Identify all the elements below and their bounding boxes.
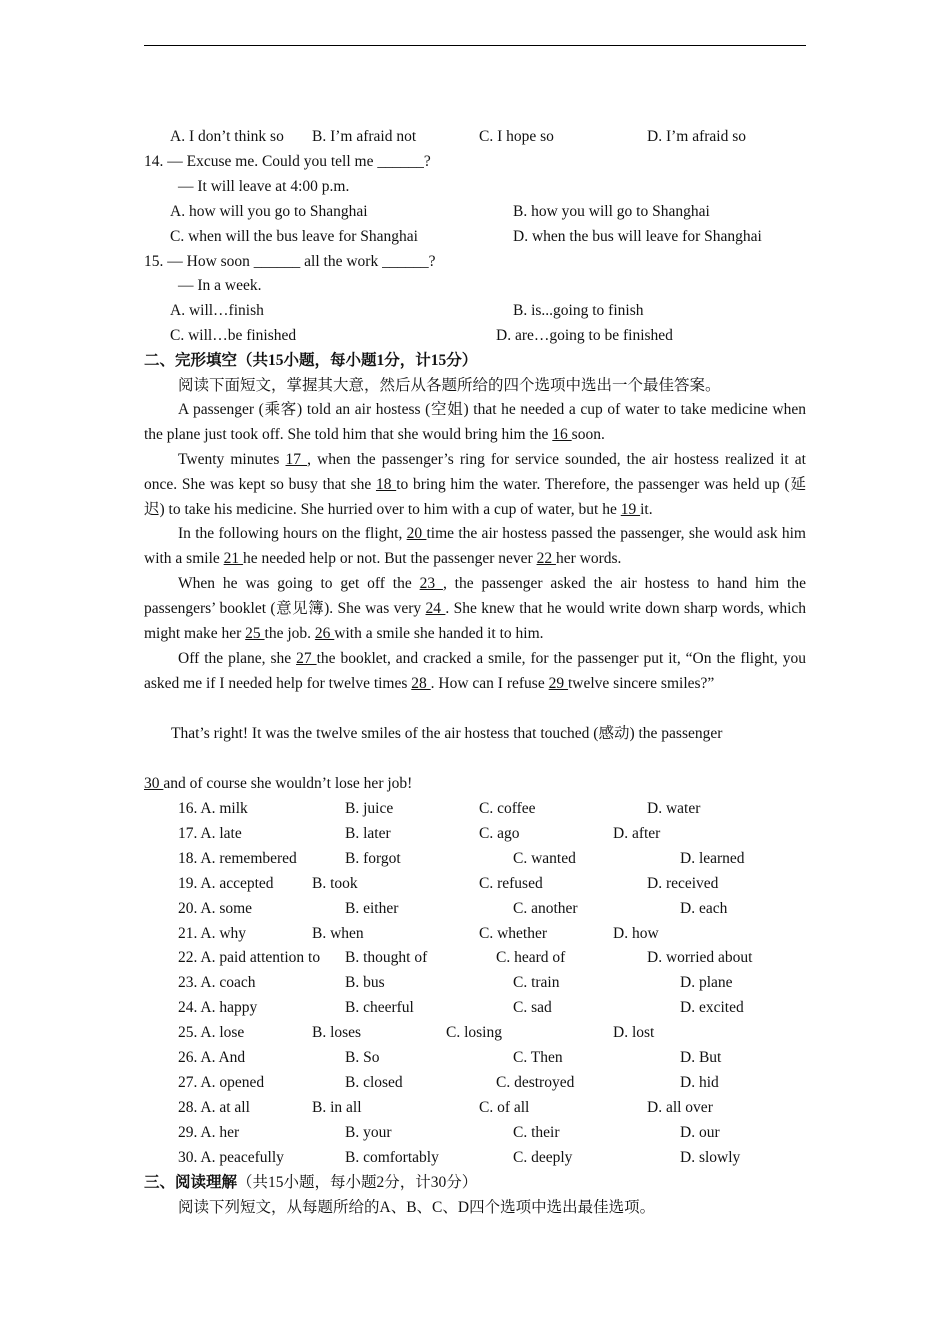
cloze-q27-option-a: 27. A. opened	[178, 1073, 265, 1091]
q13-option-a: A. I don’t think so	[170, 128, 284, 145]
cloze-q17-option-b: B. later	[345, 824, 391, 842]
cloze-q18-option-d: D. learned	[680, 849, 745, 867]
cloze-q23-option-c: C. train	[513, 974, 560, 992]
cloze-q19-option-a: 19. A. accepted	[178, 874, 274, 892]
cloze-q16-option-b: B. juice	[345, 800, 394, 817]
cloze-q20-option-c: C. another	[513, 899, 578, 917]
section3-title: 三、阅读理解（共15小题，每小题2分，计30分）	[144, 1174, 478, 1191]
cloze-q28-option-a: 28. A. at all	[178, 1098, 250, 1116]
blank-17: 17	[285, 451, 308, 468]
cloze-q26-option-b: B. So	[345, 1049, 380, 1066]
blank-21: 21	[223, 549, 244, 567]
blank-30: 30	[144, 775, 164, 792]
q14-option-d: D. when the bus will leave for Shanghai	[513, 228, 762, 245]
cloze-q22-option-c: C. heard of	[496, 949, 566, 967]
header-rule	[144, 45, 806, 46]
cloze-q16-option-c: C. coffee	[479, 800, 536, 817]
cloze-q26-option-d: D. But	[680, 1049, 722, 1066]
cloze-q22-option-d: D. worried about	[647, 949, 753, 967]
passage-paragraph-4: When he was going to get off the 23 , the passenger asked the air hostess to hand him the passengers’ booklet (意见簿). She was very 24 . She knew that he would write down sharp words, which might make her 25 the job. 26 with a smile she handed it to him.	[144, 575, 807, 642]
q15-option-d: D. are…going to be finished	[496, 327, 673, 344]
cloze-q20-option-b: B. either	[345, 899, 399, 917]
cloze-q27-option-b: B. closed	[345, 1073, 403, 1091]
cloze-q17-option-d: D. after	[613, 824, 661, 842]
passage-paragraph-5: Off the plane, she 27 the booklet, and cracked a smile, for the passenger put it, “On the flight, you asked me if I needed help for twelve times 28 . How can I refuse 29 twelve sincere smiles?”	[144, 650, 806, 692]
cloze-q30-option-d: D. slowly	[680, 1148, 741, 1166]
cloze-q30-option-b: B. comfortably	[345, 1148, 439, 1166]
cloze-q16-option-a: 16. A. milk	[178, 800, 248, 817]
cloze-q28-option-c: C. of all	[479, 1098, 530, 1116]
cloze-q17-option-c: C. ago	[479, 824, 520, 842]
cloze-q22-option-b: B. thought of	[345, 949, 428, 967]
cloze-q24-option-a: 24. A. happy	[178, 999, 258, 1017]
section2-title: 二、完形填空（共15小题，每小题1分，计15分）	[144, 352, 478, 369]
cloze-q18-option-a: 18. A. remembered	[178, 849, 297, 867]
cloze-q23-option-b: B. bus	[345, 974, 385, 992]
cloze-q27-option-d: D. hid	[680, 1073, 719, 1091]
cloze-q25-option-d: D. lost	[613, 1024, 655, 1042]
cloze-q16-option-d: D. water	[647, 800, 701, 817]
blank-22: 22	[536, 549, 556, 567]
blank-24: 24	[425, 599, 446, 617]
cloze-q25-option-b: B. loses	[312, 1024, 362, 1042]
q15-stem: 15. — How soon ______ all the work ______?	[144, 253, 436, 270]
cloze-q29-option-c: C. their	[513, 1123, 560, 1141]
passage-paragraph-1: A passenger (乘客) told an air hostess (空姐) that he needed a cup of water to take medicine when the plane just took off. She told him that she would bring him the 16 soon.	[144, 401, 806, 443]
section3-instruction: 阅读下列短文，从每题所给的A、B、C、D四个选项中选出最佳选项。	[178, 1199, 656, 1216]
cloze-q21-option-b: B. when	[312, 924, 364, 942]
q13-option-b: B. I’m afraid not	[312, 128, 417, 145]
blank-20: 20	[406, 525, 427, 542]
cloze-q30-option-c: C. deeply	[513, 1148, 573, 1166]
cloze-q29-option-a: 29. A. her	[178, 1123, 240, 1141]
q15-option-a: A. will…finish	[170, 302, 264, 319]
cloze-q18-option-b: B. forgot	[345, 849, 401, 867]
cloze-q22-option-a: 22. A. paid attention to	[178, 949, 321, 967]
q14-stem: 14. — Excuse me. Could you tell me ______?	[144, 153, 431, 170]
cloze-q26-option-c: C. Then	[513, 1049, 563, 1066]
q14-option-a: A. how will you go to Shanghai	[170, 203, 368, 220]
cloze-q21-option-a: 21. A. why	[178, 924, 247, 942]
blank-29: 29	[548, 674, 568, 692]
cloze-q19-option-c: C. refused	[479, 874, 543, 892]
blank-16: 16	[552, 425, 572, 443]
section2-instruction: 阅读下面短文，掌握其大意，然后从各题所给的四个选项中选出一个最佳答案。	[178, 377, 721, 394]
cloze-q24-option-c: C. sad	[513, 999, 552, 1017]
blank-19: 19	[620, 500, 641, 518]
cloze-q28-option-b: B. in all	[312, 1098, 362, 1116]
q14-option-b: B. how you will go to Shanghai	[513, 203, 710, 220]
cloze-q29-option-b: B. your	[345, 1123, 392, 1141]
blank-28: 28	[411, 674, 431, 692]
cloze-q21-option-c: C. whether	[479, 924, 548, 942]
q15-option-b: B. is...going to finish	[513, 302, 644, 319]
cloze-q30-option-a: 30. A. peacefully	[178, 1148, 284, 1166]
cloze-q19-option-b: B. took	[312, 874, 358, 892]
blank-18: 18	[375, 475, 397, 493]
passage-paragraph-6: That’s right! It was the twelve smiles of the air hostess that touched (感动) the passenger	[171, 725, 723, 742]
q13-option-d: D. I’m afraid so	[647, 128, 746, 145]
cloze-q23-option-d: D. plane	[680, 974, 733, 992]
passage-paragraph-3: In the following hours on the flight, 20 time the air hostess passed the passenger, she would ask him with a smile 21 he needed help or not. But the passenger never 22 her words.	[144, 525, 806, 567]
cloze-q18-option-c: C. wanted	[513, 849, 576, 867]
cloze-q23-option-a: 23. A. coach	[178, 974, 256, 992]
q14-option-c: C. when will the bus leave for Shanghai	[170, 228, 418, 245]
q15-option-c: C. will…be finished	[170, 327, 297, 344]
cloze-q28-option-d: D. all over	[647, 1098, 713, 1116]
cloze-q25-option-c: C. losing	[446, 1024, 502, 1042]
cloze-q20-option-d: D. each	[680, 899, 728, 917]
passage-paragraph-2: Twenty minutes 17 , when the passenger’s ring for service sounded, the air hostess realized it at once. She was kept so busy that she 18 to bring him the water. Therefore, the passenger was held up (延迟) to take his medicine. She hurried over to him with a cup of water, but he 19 it.	[144, 451, 806, 518]
cloze-q27-option-c: C. destroyed	[496, 1073, 575, 1091]
cloze-q24-option-d: D. excited	[680, 999, 744, 1017]
q14-reply: — It will leave at 4:00 p.m.	[178, 178, 350, 195]
q13-option-c: C. I hope so	[479, 128, 554, 145]
blank-26: 26	[314, 624, 335, 642]
cloze-q20-option-a: 20. A. some	[178, 899, 253, 917]
blank-27: 27	[296, 650, 317, 667]
q15-reply: — In a week.	[178, 277, 262, 294]
cloze-q29-option-d: D. our	[680, 1123, 720, 1141]
blank-23: 23	[419, 575, 443, 592]
cloze-q25-option-a: 25. A. lose	[178, 1024, 245, 1042]
blank-25: 25	[245, 624, 265, 642]
cloze-q17-option-a: 17. A. late	[178, 824, 242, 842]
cloze-q24-option-b: B. cheerful	[345, 999, 414, 1017]
passage-paragraph-6-end: 30 and of course she wouldn’t lose her job!	[144, 775, 413, 792]
section3-subtitle: （共15小题，每小题2分，计30分）	[237, 1174, 478, 1191]
cloze-q21-option-d: D. how	[613, 924, 659, 942]
cloze-q26-option-a: 26. A. And	[178, 1049, 246, 1066]
cloze-q19-option-d: D. received	[647, 874, 719, 892]
